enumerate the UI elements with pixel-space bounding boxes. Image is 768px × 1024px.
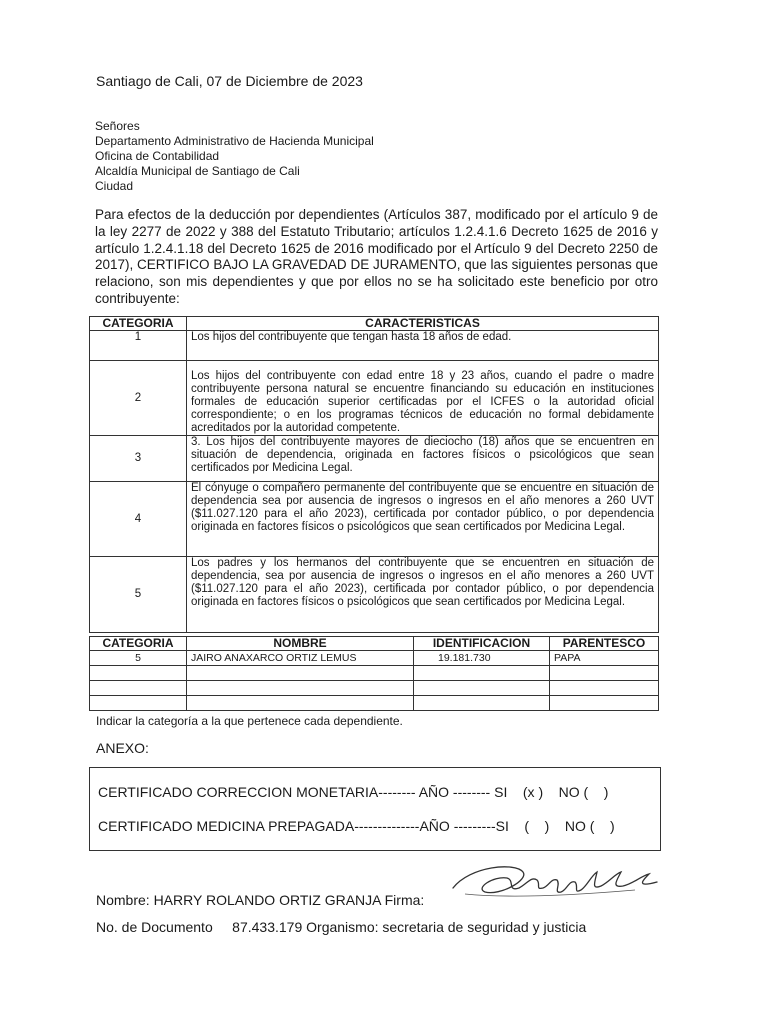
header-categoria: CATEGORIA (90, 317, 187, 331)
anexo-correccion-monetaria: CERTIFICADO CORRECCION MONETARIA-------- AÑO -------- SI (x ) NO ( ) (98, 784, 609, 800)
table-row (90, 666, 659, 681)
dependent-category (90, 681, 187, 696)
category-description: Los padres y los hermanos del contribuyente que se encuentren en situación de dependencia, sea por ausencia de ingresos o ingresos en el año menores a 260 UVT ($11.027.120 para el año 2023), certificada por contador público, o por dependencia originada en factores físicos o psicológicos que sean certificados por Medicina Legal. (187, 557, 659, 633)
dependents-table (89, 636, 659, 711)
anexo-box (89, 767, 661, 851)
dependent-id: 19.181.730 (414, 651, 550, 666)
signer-name-line: Nombre: HARRY ROLANDO ORTIZ GRANJA Firma: (96, 892, 425, 908)
address-line-5: Ciudad (95, 179, 134, 193)
anexo-label: ANEXO: (96, 740, 149, 756)
dependent-relationship (550, 666, 659, 681)
category-number: 5 (90, 557, 187, 633)
category-description: El cónyuge o compañero permanente del contribuyente que se encuentre en situación de dependencia sea por ausencia de ingresos o ingresos en el año menores a 260 UVT ($11.027.120 para el año 2023), certificada por contador público, o por dependencia originada en factores físicos o psicológicos que sean certificados por Medicina Legal. (187, 482, 659, 557)
dependent-id (414, 666, 550, 681)
date-line: Santiago de Cali, 07 de Diciembre de 2023 (96, 73, 363, 89)
dependent-name (187, 696, 414, 711)
category-description: Los hijos del contribuyente con edad entre 18 y 23 años, cuando el padre o madre contribuyente persona natural se encuentre financiando su educación en instituciones formales de educación superior certificadas por el ICFES o la autoridad oficial correspondiente; o en los programas técnicos de educación no formal debidamente acreditados por la autoridad competente. (187, 361, 659, 436)
dependent-category: 5 (90, 651, 187, 666)
dependent-name (187, 666, 414, 681)
address-line-1: Señores (95, 119, 140, 133)
header-nombre: NOMBRE (187, 637, 414, 651)
address-line-4: Alcaldía Municipal de Santiago de Cali (95, 164, 300, 178)
signature-stroke (453, 867, 657, 893)
category-number: 4 (90, 482, 187, 557)
anexo-medicina-prepagada: CERTIFICADO MEDICINA PREPAGADA--------------AÑO ---------SI ( ) NO ( ) (98, 818, 615, 834)
table-row (90, 696, 659, 711)
table-row (90, 557, 659, 633)
category-description: Los hijos del contribuyente que tengan hasta 18 años de edad. (187, 331, 659, 361)
dependent-name (187, 681, 414, 696)
category-number: 1 (90, 331, 187, 361)
dependent-id (414, 681, 550, 696)
category-hint: Indicar la categoría a la que pertenece cada dependiente. (96, 714, 403, 728)
dependent-relationship (550, 681, 659, 696)
dependent-id (414, 696, 550, 711)
dependent-name: JAIRO ANAXARCO ORTIZ LEMUS (187, 651, 414, 666)
dependent-category (90, 666, 187, 681)
category-number: 2 (90, 361, 187, 436)
category-number: 3 (90, 436, 187, 482)
header-identificacion: IDENTIFICACION (414, 637, 550, 651)
table-row (90, 482, 659, 557)
intro-paragraph: Para efectos de la deducción por dependientes (Artículos 387, modificado por el artículo 9 de la ley 2277 de 2022 y 388 del Estatuto Tributario; artículos 1.2.4.1.6 Decreto 1625 de 2016 y artículo 1.2.4.1.18 del Decreto 1625 de 2016 modificado por el Artículo 9 del Decreto 2250 de 2017), CERTIFICO BAJO LA GRAVEDAD DE JURAMENTO, que las siguientes personas que relaciono, son mis dependientes y que por ellos no se ha solicitado este beneficio por otro contribuyente: (95, 207, 658, 306)
table-row (90, 681, 659, 696)
table-row (90, 436, 659, 482)
document-number-line: No. de Documento 87.433.179 Organismo: secretaria de seguridad y justicia (96, 919, 587, 935)
address-line-3: Oficina de Contabilidad (95, 149, 220, 163)
categories-table (89, 316, 659, 633)
category-description: 3. Los hijos del contribuyente mayores de dieciocho (18) años que se encuentren en situación de dependencia, originada en factores físicos o psicológicos que sean certificados por Medicina Legal. (187, 436, 659, 482)
table-row (90, 361, 659, 436)
table-row (90, 651, 659, 666)
header-categoria: CATEGORIA (90, 637, 187, 651)
handwritten-signature (445, 858, 665, 903)
dependent-category (90, 696, 187, 711)
address-line-2: Departamento Administrativo de Hacienda Municipal (95, 134, 374, 148)
table-row (90, 331, 659, 361)
header-parentesco: PARENTESCO (550, 637, 659, 651)
recipient-address (95, 119, 374, 194)
dependent-relationship (550, 696, 659, 711)
dependent-relationship: PAPA (550, 651, 659, 666)
header-caracteristicas: CARACTERISTICAS (187, 317, 659, 331)
